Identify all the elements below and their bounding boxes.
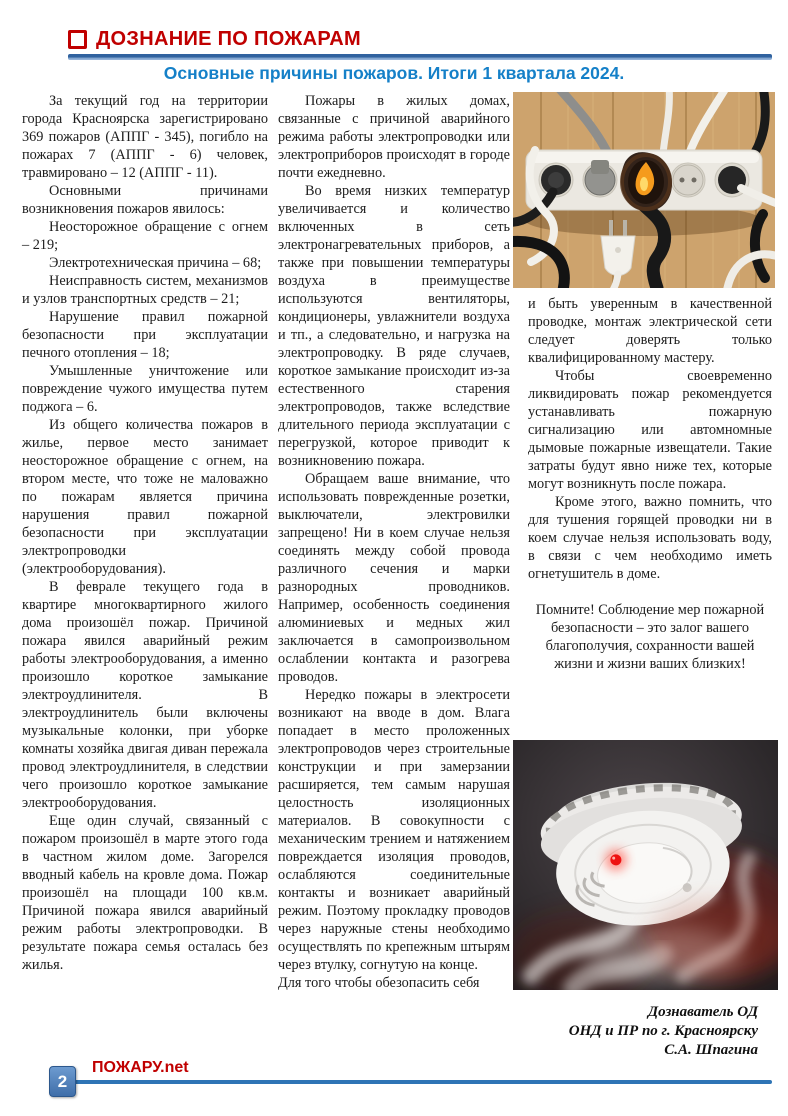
section-header <box>68 28 361 51</box>
paragraph: Из общего количества пожаров в жилье, первое место занимает неосторожное обращение с огнем, на втором месте, что тоже не маловажно по пожарам является причина нарушения правил пожарной безопасности при эксплуатации электропроводки (электрооборудования). <box>22 417 268 577</box>
paragraph: Кроме этого, важно помнить, что для тушения горящей проводки ни в коем случае нельзя использовать воду, в связи с чем необходимо иметь огнетушитель в доме. <box>528 494 772 582</box>
paragraph: Обращаем ваше внимание, что использовать поврежденные розетки, выключатели, электровилки запрещено! Ни в коем случае нельзя соединять между собой провода различного сечения и марки разнородных проводников. Например, особенность соединения алюминиевых и медных жил заключается в самопроизвольном ослаблении контакта и разогрева проводов. <box>278 471 510 685</box>
signature-line: Дознаватель ОД <box>647 1004 758 1020</box>
paragraph: Во время низких температур увеличивается и количество включенных в сеть электронагревательных приборов, а также при повышении температуры воздуха в преимуществе используются вентиляторы, кондиционеры, увлажнители воздуха и тп., а следовательно, и нагрузка на электропроводку. В ряде случаев, короткое замыкание происходит из-за естественного старения электропроводов, также вследствие длительного периода эксплуатации с перегрузкой, которое приводит к возникновению пожара. <box>278 183 510 469</box>
page-number-badge: 2 <box>49 1066 76 1097</box>
paragraph: За текущий год на территории города Красноярска зарегистрировано 369 пожаров (АППГ - 345), погибло на пожарах 7 (АППГ - 6) человек, травмировано – 12 (АППГ - 11). <box>22 93 268 181</box>
burning-power-strip-photo <box>513 92 775 288</box>
signature-line: С.А. Шпагина <box>664 1042 758 1058</box>
paragraph: Чтобы своевременно ликвидировать пожар рекомендуется устанавливать пожарную сигнализацию или автомномные дымовые пожарные извещатели. Такие затраты будут явно ниже тех, которые могут возникнуть после пожара. <box>528 368 772 492</box>
red-square-bullet-icon <box>68 30 87 49</box>
paragraph: Электротехническая причина – 68; <box>49 255 262 271</box>
text-column-3 <box>528 295 772 673</box>
footer-brand: ПОЖАРУ.net <box>92 1059 189 1076</box>
safety-reminder: Помните! Соблюдение мер пожарной безопасности – это залог вашего благополучия, сохранности вашей жизни и жизни ваших близких! <box>535 602 765 672</box>
signature-line: ОНД и ПР по г. Красноярску <box>568 1023 758 1039</box>
footer-divider <box>60 1080 772 1084</box>
paragraph: Нарушение правил пожарной безопасности при эксплуатации печного отопления – 18; <box>22 309 268 361</box>
paragraph: В феврале текущего года в квартире многоквартирного жилого дома произошёл пожар. Причиной пожара явился аварийный режим работы электрооборудования, а именно произошло короткое замыкание электроудлинителя. В электроудлинитель были включены музыкальные колонки, при уборке комнаты хозяйка двигая диван пережала провод электроудлинителя, в следствии чего произошло короткое замыкание электрооборудования. <box>22 579 268 811</box>
paragraph: Неосторожное обращение с огнем – 219; <box>22 219 268 253</box>
paragraph: и быть уверенным в качественной проводке, монтаж электрической сети следует доверять только квалифицированному мастеру. <box>528 296 772 366</box>
article-title: Основные причины пожаров. Итоги 1 квартала 2024. <box>163 63 625 83</box>
paragraph: Для того чтобы обезопасить себя <box>278 975 480 991</box>
paragraph: Нередко пожары в электросети возникают на вводе в дом. Влага попадает в место проложенных электропроводов через строительные конструкции и при замерзании расширяется, тем самым нарушая целостность изоляционных материалов. В совокупности с механическим трением и натяжением повреждается изоляция проводов, ослабляются соединительные контакты и возникает аварийный режим. Поэтому прокладку проводов через наружные стены необходимо осуществлять по крепежным штырям через втулку, согнутую на конце. <box>278 687 510 973</box>
paragraph: Умышленные уничтожение или повреждение чужого имущества путем поджога – 6. <box>22 363 268 415</box>
smoke-detector-photo <box>513 740 778 990</box>
text-column-2 <box>278 92 510 992</box>
section-title: ДОЗНАНИЕ ПО ПОЖАРАМ <box>96 28 361 50</box>
header-divider <box>68 54 772 60</box>
text-column-1 <box>22 92 268 974</box>
paragraph: Еще один случай, связанный с пожаром произошёл в марте этого года в частном жилом доме. Загорелся вводный кабель на кровле дома. Пожар произошёл на площади 100 кв.м. Причиной пожара явился аварийный режим работы электропроводки. В результате пожара семья осталась без жилья. <box>22 813 268 973</box>
paragraph: Неисправность систем, механизмов и узлов транспортных средств – 21; <box>22 273 268 307</box>
signature-block <box>528 1003 758 1060</box>
paragraph: Основными причинами возникновения пожаров явилось: <box>22 183 268 217</box>
paragraph: Пожары в жилых домах, связанные с причиной аварийного режима работы электропроводки или электроприборов происходят в городе почти ежедневно. <box>278 93 510 181</box>
